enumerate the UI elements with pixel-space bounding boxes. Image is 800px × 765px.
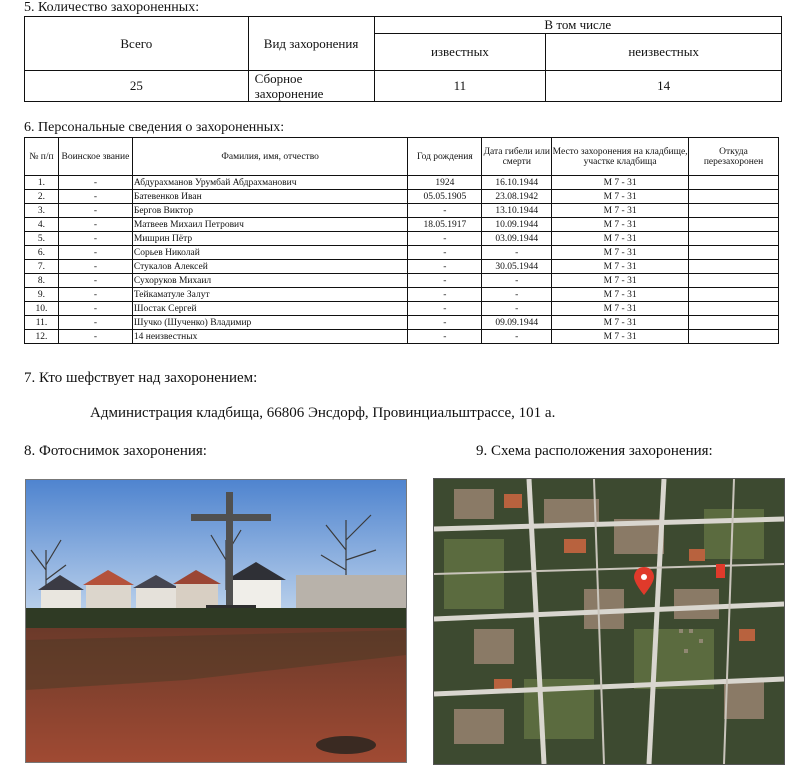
- cell-death: -: [482, 288, 552, 302]
- cell-rank: -: [58, 176, 132, 190]
- table-row: [25, 232, 779, 246]
- table-row: [25, 316, 779, 330]
- unknown-value: 14: [546, 71, 782, 102]
- section8-title: 8. Фотоснимок захоронения:: [24, 443, 207, 459]
- cell-death: -: [482, 246, 552, 260]
- cell-place: М 7 - 31: [552, 218, 689, 232]
- cell-num: 12.: [25, 330, 59, 344]
- cell-death: 30.05.1944: [482, 260, 552, 274]
- cell-death: 16.10.1944: [482, 176, 552, 190]
- table-row: [25, 176, 779, 190]
- cell-from: [689, 288, 779, 302]
- cell-num: 3.: [25, 204, 59, 218]
- table-row: [25, 218, 779, 232]
- header-rank: Воинское звание: [58, 138, 132, 176]
- cell-birth: -: [408, 274, 482, 288]
- cell-from: [689, 232, 779, 246]
- cell-name: Абдурахманов Урумбай Абдрахманович: [132, 176, 408, 190]
- cell-name: Сухоруков Михаил: [132, 274, 408, 288]
- cell-birth: -: [408, 330, 482, 344]
- cell-rank: -: [58, 190, 132, 204]
- cell-from: [689, 316, 779, 330]
- header-place: Место захоронения на кладбище, участке кладбища: [552, 138, 689, 176]
- cell-birth: -: [408, 204, 482, 218]
- cell-death: -: [482, 274, 552, 288]
- cell-birth: 1924: [408, 176, 482, 190]
- cell-place: М 7 - 31: [552, 176, 689, 190]
- total-value: 25: [25, 71, 249, 102]
- cell-from: [689, 218, 779, 232]
- col-unknown-header: неизвестных: [546, 34, 782, 71]
- cell-birth: -: [408, 316, 482, 330]
- cell-from: [689, 330, 779, 344]
- header-death: Дата гибели или смерти: [482, 138, 552, 176]
- burial-photo: [25, 479, 407, 763]
- cell-num: 11.: [25, 316, 59, 330]
- cell-place: М 7 - 31: [552, 316, 689, 330]
- col-total-header: Всего: [25, 17, 249, 71]
- section5-title: 5. Количество захороненных:: [24, 0, 200, 15]
- table-row: [25, 330, 779, 344]
- cell-death: 03.09.1944: [482, 232, 552, 246]
- cell-rank: -: [58, 302, 132, 316]
- cell-num: 10.: [25, 302, 59, 316]
- cell-rank: -: [58, 232, 132, 246]
- cell-rank: -: [58, 274, 132, 288]
- cell-place: М 7 - 31: [552, 330, 689, 344]
- patron-text: Администрация кладбища, 66806 Энсдорф, Провинциальштрассе, 101 а.: [90, 405, 556, 421]
- cell-from: [689, 246, 779, 260]
- cell-from: [689, 190, 779, 204]
- cell-num: 9.: [25, 288, 59, 302]
- cell-death: 13.10.1944: [482, 204, 552, 218]
- cell-rank: -: [58, 246, 132, 260]
- cell-place: М 7 - 31: [552, 260, 689, 274]
- cell-place: М 7 - 31: [552, 302, 689, 316]
- known-value: 11: [374, 71, 546, 102]
- table-row: [25, 302, 779, 316]
- section6-title: 6. Персональные сведения о захороненных:: [24, 120, 285, 135]
- burial-count-table: [24, 16, 782, 102]
- cell-rank: -: [58, 316, 132, 330]
- cell-birth: 05.05.1905: [408, 190, 482, 204]
- cell-name: Матвеев Михаил Петрович: [132, 218, 408, 232]
- cell-from: [689, 302, 779, 316]
- cell-death: -: [482, 330, 552, 344]
- cell-from: [689, 176, 779, 190]
- cell-place: М 7 - 31: [552, 204, 689, 218]
- table-row: [25, 260, 779, 274]
- cell-num: 7.: [25, 260, 59, 274]
- cell-rank: -: [58, 330, 132, 344]
- cell-death: -: [482, 302, 552, 316]
- cell-birth: -: [408, 288, 482, 302]
- cell-birth: 18.05.1917: [408, 218, 482, 232]
- col-type-header: Вид захоронения: [248, 17, 374, 71]
- cell-name: Шучко (Шученко) Владимир: [132, 316, 408, 330]
- cell-birth: -: [408, 246, 482, 260]
- cell-rank: -: [58, 218, 132, 232]
- cell-num: 1.: [25, 176, 59, 190]
- cell-death: 10.09.1944: [482, 218, 552, 232]
- section7-title: 7. Кто шефствует над захоронением:: [24, 370, 258, 386]
- section9-title: 9. Схема расположения захоронения:: [476, 443, 713, 459]
- cell-num: 6.: [25, 246, 59, 260]
- cell-name: Бергов Виктор: [132, 204, 408, 218]
- cell-place: М 7 - 31: [552, 190, 689, 204]
- cell-from: [689, 260, 779, 274]
- cell-name: Стукалов Алексей: [132, 260, 408, 274]
- col-known-header: известных: [374, 34, 546, 71]
- cell-name: Шостак Сергей: [132, 302, 408, 316]
- table-row: [25, 274, 779, 288]
- cell-from: [689, 204, 779, 218]
- header-num: № п/п: [25, 138, 59, 176]
- cell-place: М 7 - 31: [552, 274, 689, 288]
- cell-num: 5.: [25, 232, 59, 246]
- cell-birth: -: [408, 260, 482, 274]
- cell-birth: -: [408, 302, 482, 316]
- cell-from: [689, 274, 779, 288]
- cell-death: 09.09.1944: [482, 316, 552, 330]
- cell-death: 23.08.1942: [482, 190, 552, 204]
- cell-num: 4.: [25, 218, 59, 232]
- cell-place: М 7 - 31: [552, 246, 689, 260]
- table-row: [25, 288, 779, 302]
- cell-rank: -: [58, 288, 132, 302]
- cell-rank: -: [58, 260, 132, 274]
- cell-birth: -: [408, 232, 482, 246]
- location-map: [433, 478, 785, 765]
- header-name: Фамилия, имя, отчество: [132, 138, 408, 176]
- burial-type-value: Сборное захоронение: [248, 71, 374, 102]
- cell-name: Тейкаматуле Залут: [132, 288, 408, 302]
- col-including-header: В том числе: [374, 17, 781, 34]
- header-birth: Год рождения: [408, 138, 482, 176]
- cell-name: 14 неизвестных: [132, 330, 408, 344]
- cell-rank: -: [58, 204, 132, 218]
- personal-data-table: [24, 137, 779, 344]
- cell-place: М 7 - 31: [552, 232, 689, 246]
- table-row: [25, 246, 779, 260]
- table-row: [25, 190, 779, 204]
- cell-name: Сорьев Николай: [132, 246, 408, 260]
- cell-num: 2.: [25, 190, 59, 204]
- cell-name: Батевенков Иван: [132, 190, 408, 204]
- header-from: Откуда перезахоронен: [689, 138, 779, 176]
- table-row: [25, 204, 779, 218]
- cell-num: 8.: [25, 274, 59, 288]
- cell-name: Мишрин Пётр: [132, 232, 408, 246]
- cell-place: М 7 - 31: [552, 288, 689, 302]
